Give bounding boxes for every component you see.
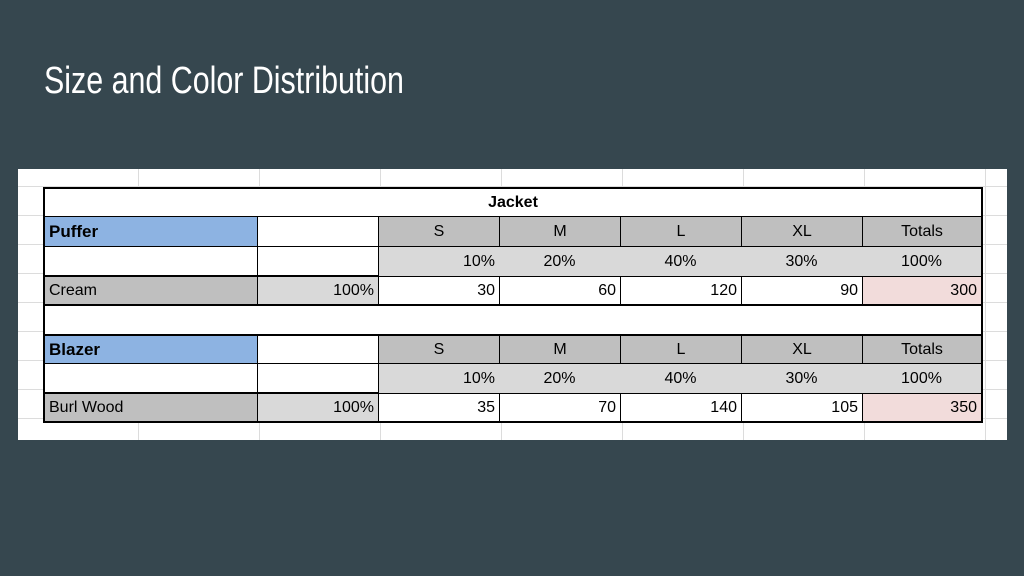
totals-header: Totals [862,217,983,247]
size-header: M [499,217,620,247]
empty-cell [257,364,378,393]
slide-title: Size and Color Distribution [44,60,404,102]
size-percent: 40% [620,364,741,393]
quantity-cell: 70 [499,393,620,423]
empty-cell [43,247,257,276]
totals-header: Totals [862,334,983,364]
total-cell: 350 [862,393,983,423]
color-share: 100% [257,393,378,423]
empty-cell [43,364,257,393]
size-percent: 30% [741,247,862,276]
quantity-cell: 120 [620,276,741,306]
quantity-cell: 105 [741,393,862,423]
total-percent: 100% [862,247,983,276]
quantity-cell: 60 [499,276,620,306]
quantity-cell: 30 [378,276,499,306]
size-percent: 20% [499,364,620,393]
product-name-puffer: Puffer [43,217,257,247]
color-share: 100% [257,276,378,306]
size-header: L [620,217,741,247]
size-percent: 10% [378,364,499,393]
quantity-cell: 90 [741,276,862,306]
size-header: XL [741,334,862,364]
quantity-cell: 35 [378,393,499,423]
total-cell: 300 [862,276,983,306]
size-percent: 20% [499,247,620,276]
empty-cell [257,247,378,276]
spacer-row [43,306,983,334]
size-percent: 10% [378,247,499,276]
color-name-burl-wood: Burl Wood [43,393,257,423]
size-percent: 40% [620,247,741,276]
size-header: M [499,334,620,364]
product-name-blazer: Blazer [43,334,257,364]
size-header: S [378,334,499,364]
size-header: XL [741,217,862,247]
size-header: L [620,334,741,364]
size-percent: 30% [741,364,862,393]
empty-cell [257,217,378,247]
empty-cell [257,334,378,364]
quantity-cell: 140 [620,393,741,423]
total-percent: 100% [862,364,983,393]
spreadsheet-table [18,169,1007,440]
size-header: S [378,217,499,247]
table-title: Jacket [43,187,983,217]
color-name-cream: Cream [43,276,257,306]
